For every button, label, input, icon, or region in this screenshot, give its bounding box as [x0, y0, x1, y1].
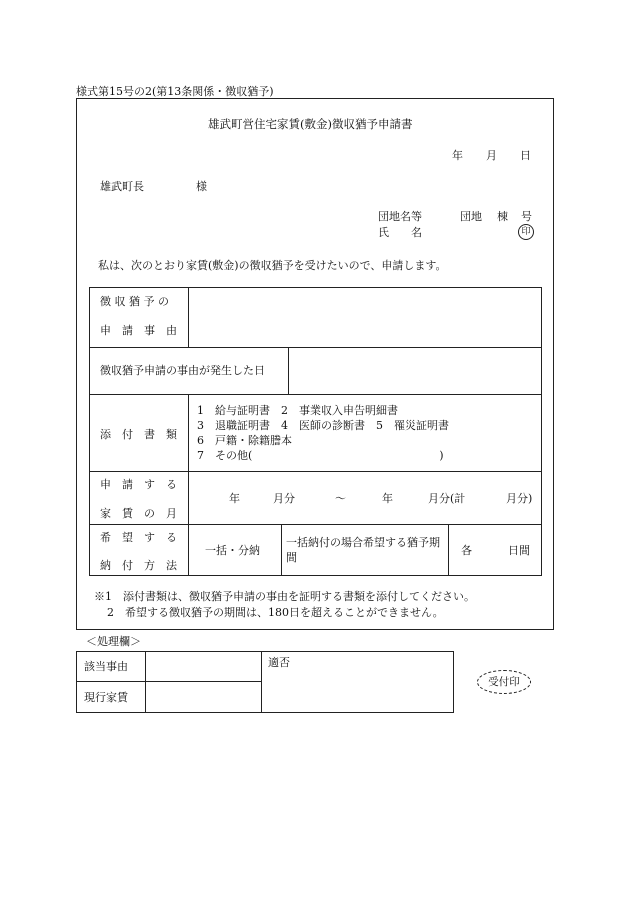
occurrence-date-input[interactable]	[290, 349, 540, 393]
date-month: 月	[486, 149, 497, 162]
complex-danchi: 団地	[460, 210, 482, 223]
seal-text: 印	[521, 226, 531, 237]
month-to-year: 年	[382, 492, 393, 505]
col-divider	[188, 287, 189, 348]
occurrence-label: 徴収猶予申請の事由が発生した日	[100, 364, 265, 377]
month-label-line1: 申 請 す る	[100, 478, 177, 491]
attachment-line-3: 6 戸籍・除籍謄本	[197, 434, 292, 447]
col-divider	[288, 347, 289, 395]
approval-label: 適否	[268, 656, 290, 669]
attachment-line-4: 7 その他( )	[197, 449, 444, 462]
payment-label-line2: 納 付 方 法	[100, 559, 177, 572]
complex-number: 号	[521, 210, 532, 223]
addressee-honorific: 様	[196, 180, 207, 193]
processing-row-reason: 該当事由	[84, 660, 128, 673]
col-divider	[188, 394, 189, 576]
lump-sum-each: 各	[461, 544, 472, 557]
col-divider	[261, 651, 262, 713]
payment-label-line1: 希 望 す る	[100, 531, 177, 544]
month-to-month: 月分(計	[428, 492, 466, 505]
addressee-name: 雄武町長	[100, 180, 144, 193]
payment-option[interactable]: 一括・分納	[205, 544, 260, 557]
intro-text: 私は、次のとおり家賃(敷金)の徴収猶予を受けたいので、申請します。	[98, 259, 447, 272]
reception-stamp-text: 受付印	[488, 675, 520, 688]
row-divider	[89, 394, 542, 395]
processing-heading: ＜処理欄＞	[86, 635, 141, 648]
month-from-year: 年	[229, 492, 240, 505]
reason-label-line2: 申 請 事 由	[100, 324, 177, 337]
seal-mark	[518, 224, 534, 240]
reception-stamp	[477, 670, 531, 694]
reason-input[interactable]	[190, 289, 540, 346]
month-from-month: 月分	[273, 492, 295, 505]
note-2: 2 希望する徴収猶予の期間は、180日を超えることができません。	[107, 606, 444, 619]
form-title: 雄武町営住宅家賃(敷金)徴収猶予申請書	[208, 117, 413, 131]
attachment-line-1: 1 給与証明書 2 事業収入申告明細書	[197, 404, 398, 417]
col-divider	[145, 651, 146, 713]
note-1: ※1 添付書類は、徴収猶予申請の事由を証明する書類を添付してください。	[94, 590, 475, 603]
date-year: 年	[452, 149, 463, 162]
month-label-line2: 家 賃 の 月	[100, 507, 177, 520]
complex-building: 棟	[497, 210, 508, 223]
name-label: 氏 名	[378, 226, 422, 239]
month-total: 月分)	[506, 492, 533, 505]
lump-sum-label: 一括納付の場合希望する猶予期間	[286, 536, 440, 564]
date-day: 日	[520, 149, 531, 162]
lump-sum-days: 日間	[508, 544, 530, 557]
attachment-line-2: 3 退職証明書 4 医師の診断書 5 罹災証明書	[197, 419, 449, 432]
complex-label: 団地名等	[378, 210, 422, 223]
col-divider	[448, 524, 449, 576]
row-divider	[89, 471, 542, 472]
row-divider	[89, 347, 542, 348]
reason-label-line1: 徴 収 猶 予 の	[100, 295, 169, 308]
form-number: 様式第15号の2(第13条関係・徴収猶予)	[76, 85, 274, 98]
processing-row-rent: 現行家賃	[84, 691, 128, 704]
attachments-label: 添 付 書 類	[100, 428, 177, 441]
row-divider	[89, 524, 542, 525]
row-divider	[76, 681, 262, 682]
month-tilde: ～	[335, 492, 346, 505]
processing-table	[76, 651, 454, 713]
col-divider	[281, 524, 282, 576]
